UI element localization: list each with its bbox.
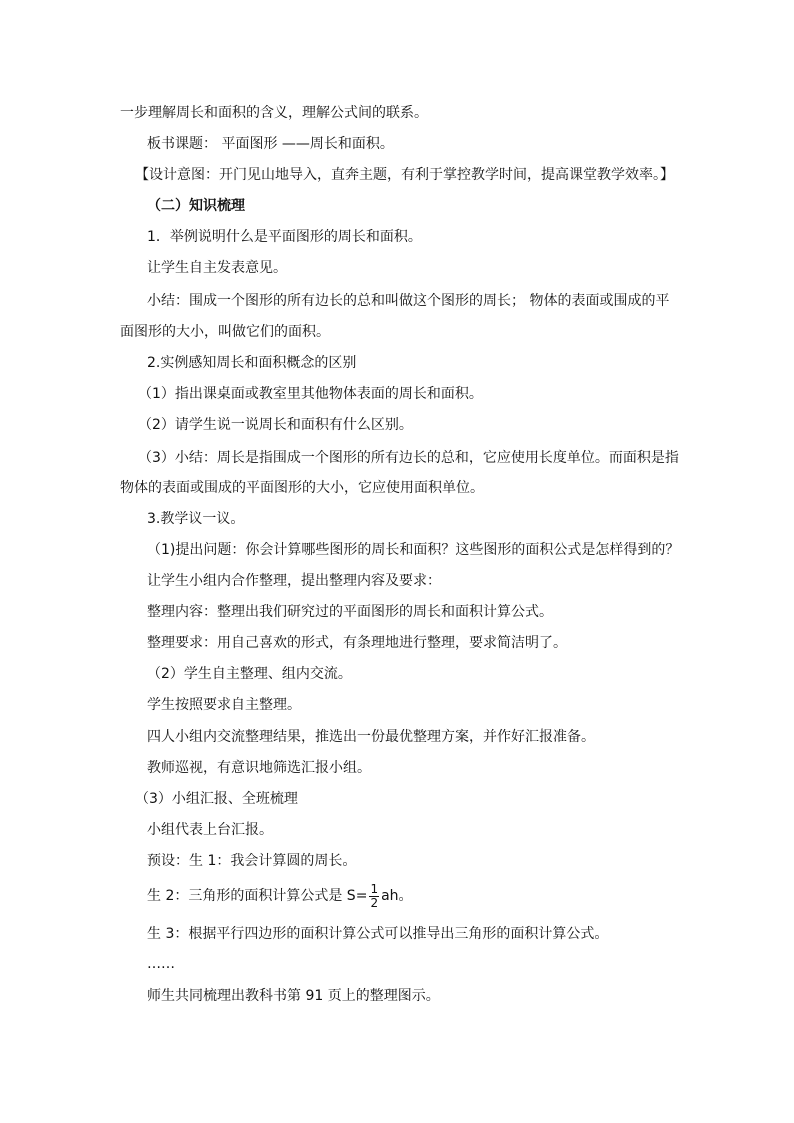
text-line: 四人小组内交流整理结果，推选出一份最优整理方案，并作好汇报准备。 [147,729,595,745]
fraction-denominator: 2 [370,895,379,910]
text-line: 小组代表上台汇报。 [147,822,273,838]
text-line: 让学生小组内合作整理，提出整理内容及要求： [147,573,441,589]
section-heading: （二）知识梳理 [147,198,245,214]
formula-prefix: 生 2：三角形的面积计算公式是 S= [147,888,368,904]
text-line: （3）小结：周长是指围成一个图形的所有边长的总和，它应使用长度单位。而面积是指 [138,450,679,466]
text-line: 让学生自主发表意见。 [147,260,287,276]
text-line: 学生按照要求自主整理。 [147,697,301,713]
fraction-numerator: 1 [370,881,379,896]
text-line: 教师巡视，有意识地筛选汇报小组。 [147,760,371,776]
text-line: 预设：生 1：我会计算圆的周长。 [147,853,357,869]
text-line: （2）学生自主整理、组内交流。 [147,666,352,682]
board-title-line: 板书课题： 平面图形 ——周长和面积。 [147,136,394,152]
text-line: （3）小组汇报、全班梳理 [135,791,298,807]
text-line: 1．举例说明什么是平面图形的周长和面积。 [147,229,422,245]
text-line: 面图形的大小，叫做它们的面积。 [120,324,330,340]
fraction [369,883,379,910]
text-line: （2）请学生说一说周长和面积有什么区别。 [138,417,413,433]
text-line: （1)提出问题：你会计算哪些图形的周长和面积？这些图形的面积公式是怎样得到的？ [147,542,680,558]
text-line: 整理要求：用自己喜欢的形式，有条理地进行整理，要求简洁明了。 [147,635,567,651]
text-line: 2.实例感知周长和面积概念的区别 [147,355,357,371]
text-line: 整理内容：整理出我们研究过的平面图形的周长和面积计算公式。 [147,604,553,620]
design-intent-line: 【设计意图：开门见山地导入，直奔主题，有利于掌控教学时间，提高课堂教学效率。】 [135,167,674,183]
text-line: 小结：围成一个图形的所有边长的总和叫做这个图形的周长； 物体的表面或围成的平 [147,293,670,309]
text-line: 物体的表面或围成的平面图形的大小，它应使用面积单位。 [120,480,484,496]
formula-line [147,881,413,911]
text-line: 3.教学议一议。 [147,511,245,527]
text-line: 生 3：根据平行四边形的面积计算公式可以推导出三角形的面积计算公式。 [147,926,609,942]
formula-suffix: ah。 [381,888,413,904]
text-line: 一步理解周长和面积的含义，理解公式间的联系。 [120,105,428,121]
text-line: 师生共同梳理出教科书第 91 页上的整理图示。 [147,988,440,1004]
ellipsis-line: …… [147,956,175,972]
text-line: （1）指出课桌面或教室里其他物体表面的周长和面积。 [138,386,483,402]
